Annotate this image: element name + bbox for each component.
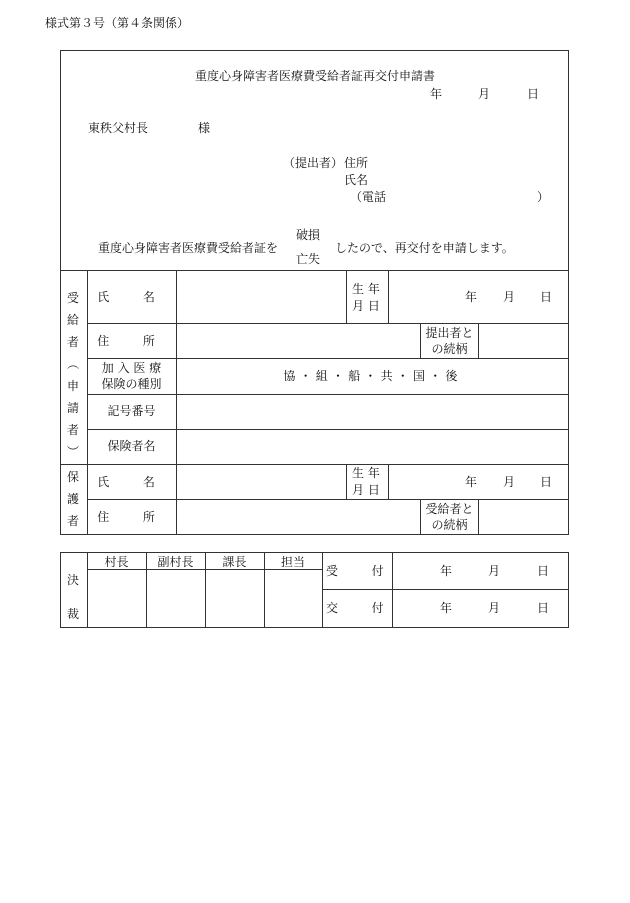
approval-col-mayor: 村長 bbox=[104, 555, 129, 569]
col-line-birth-right-1 bbox=[388, 270, 389, 323]
received-day: 日 bbox=[537, 564, 550, 578]
row-line-4 bbox=[87, 429, 569, 430]
recipient-symbol-number-label: 記号番号 bbox=[107, 404, 156, 418]
approval-col-5 bbox=[322, 552, 323, 628]
approval-issued-label: 交 付 bbox=[326, 601, 395, 615]
recipient-insurance-label-1: 加 入 医 療 bbox=[101, 361, 162, 375]
recipient-relation-label-2: の続柄 bbox=[431, 342, 468, 356]
row-line-3 bbox=[87, 394, 569, 395]
received-month: 月 bbox=[488, 564, 501, 578]
form-title: 重度心身障害者医療費受給者証再交付申請書 bbox=[195, 69, 436, 83]
header-date-day: 日 bbox=[527, 87, 540, 101]
recipient-birth-month: 月 bbox=[503, 290, 516, 304]
approval-col-staff: 担当 bbox=[280, 555, 305, 569]
col-line-1 bbox=[87, 270, 88, 535]
header-date-year: 年 bbox=[430, 87, 443, 101]
submitter-name-label: 氏名 bbox=[344, 173, 369, 187]
recipient-birth-year: 年 bbox=[465, 290, 478, 304]
guardian-relation-label-1: 受給者と bbox=[425, 502, 474, 516]
submitter-label: （提出者） bbox=[283, 156, 344, 170]
col-line-birth-right-2 bbox=[388, 464, 389, 499]
statement-option-damaged: 破損 bbox=[296, 228, 321, 242]
recipient-birth-label-2: 月 日 bbox=[352, 299, 380, 313]
statement-prefix: 重度心身障害者医療費受給者証を bbox=[98, 241, 279, 255]
header-date-month: 月 bbox=[478, 87, 491, 101]
row-line-2 bbox=[87, 358, 569, 359]
guardian-birth-label-1: 生 年 bbox=[352, 466, 380, 480]
statement-option-lost: 亡失 bbox=[296, 252, 321, 266]
recipient-insurance-label-2: 保険の種別 bbox=[101, 377, 162, 391]
issued-month: 月 bbox=[488, 601, 501, 615]
row-line-1 bbox=[87, 323, 569, 324]
recipient-birth-label-1: 生 年 bbox=[352, 282, 380, 296]
issued-day: 日 bbox=[537, 601, 550, 615]
addressee: 東秩父村長 bbox=[88, 121, 149, 135]
guardian-address-label: 住 所 bbox=[97, 510, 166, 524]
approval-col-section-chief: 課長 bbox=[222, 555, 247, 569]
approval-group-label: 決 裁 bbox=[66, 573, 79, 621]
recipient-group-label: 受 給 者 ︵ 申 請 者 ︶ bbox=[66, 291, 79, 459]
issued-year: 年 bbox=[440, 601, 453, 615]
recipient-insurance-options: 協・組・船・共・国・後 bbox=[283, 369, 462, 383]
statement-suffix: したので、再交付を申請します。 bbox=[335, 241, 514, 255]
guardian-birth-day: 日 bbox=[540, 475, 553, 489]
table-top-line bbox=[60, 270, 569, 271]
submitter-phone-close: ） bbox=[537, 190, 550, 204]
submitter-phone-open: （電話 bbox=[350, 190, 387, 204]
recipient-insurer-name-label: 保険者名 bbox=[107, 439, 156, 453]
recipient-address-label: 住 所 bbox=[97, 334, 166, 348]
col-line-relation-right-1 bbox=[478, 323, 479, 358]
form-number: 様式第３号（第４条関係） bbox=[45, 16, 190, 30]
guardian-name-label: 氏 名 bbox=[97, 475, 166, 489]
approval-header-line bbox=[87, 569, 322, 570]
honorific: 様 bbox=[198, 121, 211, 135]
guardian-relation-label-2: の続柄 bbox=[431, 518, 468, 532]
recipient-birth-day: 日 bbox=[540, 290, 553, 304]
submitter-address-label: 住所 bbox=[344, 156, 369, 170]
col-line-birth-left-2 bbox=[346, 464, 347, 499]
approval-col-deputy-mayor: 副村長 bbox=[157, 555, 194, 569]
received-year: 年 bbox=[440, 564, 453, 578]
col-line-relation-right-2 bbox=[478, 499, 479, 535]
guardian-birth-label-2: 月 日 bbox=[352, 483, 380, 497]
guardian-top-line bbox=[60, 464, 569, 465]
recipient-relation-label-1: 提出者と bbox=[425, 326, 474, 340]
row-line-6 bbox=[87, 499, 569, 500]
col-line-birth-left-1 bbox=[346, 270, 347, 323]
guardian-group-label: 保 護 者 bbox=[66, 470, 79, 528]
approval-mid-line bbox=[322, 589, 569, 590]
approval-received-label: 受 付 bbox=[326, 564, 395, 578]
guardian-birth-year: 年 bbox=[465, 475, 478, 489]
guardian-birth-month: 月 bbox=[503, 475, 516, 489]
col-line-2 bbox=[176, 270, 177, 535]
recipient-name-label: 氏 名 bbox=[97, 290, 166, 304]
